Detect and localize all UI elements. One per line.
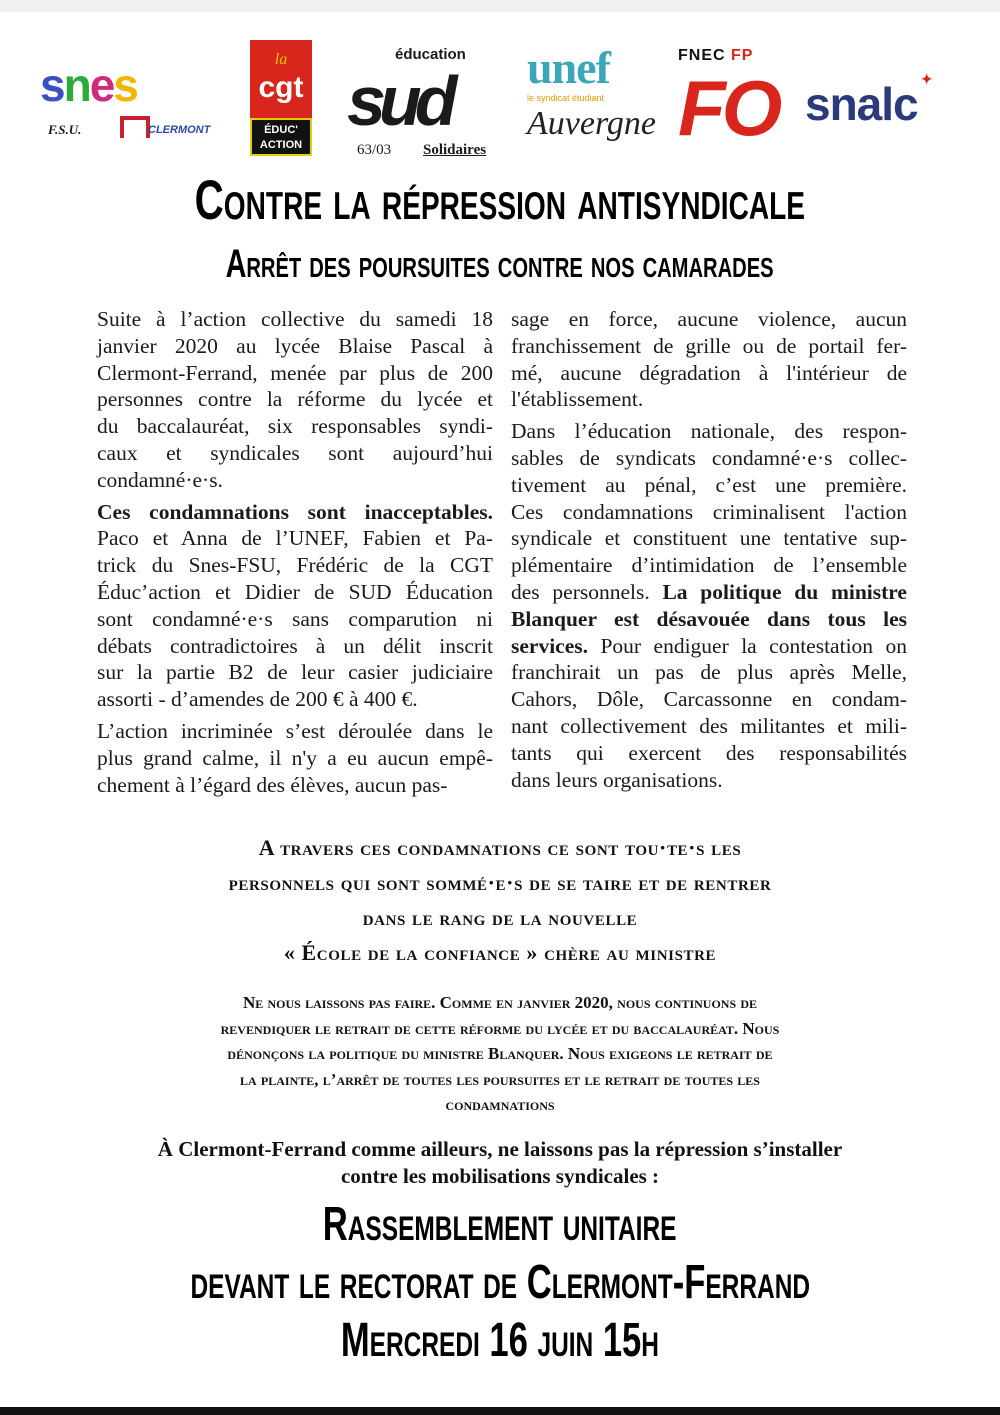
text-line [511,579,907,606]
text: Pour endiguer la contestation on [588,633,907,658]
text: Clermont-Ferrand, menée par plus de 200 [97,360,493,385]
text-line [97,745,493,772]
text-line [97,467,493,494]
demands-line: revendiquer le retrait de cette réforme du lycée et du baccalauréat. Nous [220,1018,780,1038]
text: Paco et Anna de l’UNEF, Fabien et Pa- [97,526,493,551]
demands-line: Ne nous laissons pas faire. Comme en janvier 2020, nous continuons de [242,993,758,1012]
fsu-mark [120,116,150,138]
text: franchirait un pas de plus après Melle, [511,660,907,685]
statement-line: personnels qui sont sommé·e·s de se taire et de rentrer [228,870,772,895]
text: débats contradictoires à un délit inscrit [97,633,493,658]
text: sur la partie B2 de leur casier judiciaire [97,660,493,685]
snes-fsu-logo: snes F.S.U. CLERMONT [40,59,211,137]
statement-block [0,830,1000,970]
text: mé, aucune dégradation à l'intérieur de [511,360,907,385]
unef-auvergne-logo: unef le syndicat étudiant Auvergne [527,42,657,142]
event-datetime: Mercredi 16 juin 15h [340,1313,660,1367]
text: plémentaire d’intimidation de l’ensemble [511,553,907,578]
text-line [97,440,493,467]
demands-line: la plainte, l’arrêt de toutes les poursuites et le retrait de toutes les [240,1069,760,1089]
text: Éduc’action et Didier de SUD Éducation [97,579,493,604]
text-line [97,772,493,799]
text-line [97,659,493,686]
text: du baccalauréat, six responsables syndi- [97,414,493,439]
demands-paragraph [0,990,1000,1118]
text-line [97,633,493,660]
call-line: À Clermont-Ferrand comme ailleurs, ne laissons pas la répression s’installer [157,1136,843,1161]
text: tivement au pénal, c’est une première. [511,472,907,497]
text-line [511,606,907,633]
text-line [97,386,493,413]
text-line [97,306,493,333]
paragraph [97,306,493,494]
body-column-right [511,306,907,798]
text-line [511,418,907,445]
text-line [511,386,907,413]
event-title: Rassemblement unitaire [323,1197,677,1251]
text: dans leurs organisations. [511,767,723,792]
text: sage en force, aucune violence, aucun [511,307,907,331]
bottom-strip [0,1407,1000,1415]
text-line [97,499,493,526]
statement-line: A travers ces condamnations ce sont tou·te·s les [258,835,742,860]
star-icon: ✦ [920,71,932,87]
text: trick du Snes-FSU, Frédéric de la CGT [97,553,493,578]
text: janvier 2020 au lycée Blaise Pascal à [97,333,493,358]
text: des personnels. [511,579,663,604]
text: franchissement de grille ou de portail fer- [511,333,907,358]
text-line [511,552,907,579]
text-line [511,333,907,360]
text-line [511,767,907,794]
text-line [97,579,493,606]
text-line [511,499,907,526]
text: personnes contre la réforme du lycée et [97,387,493,412]
text: Suite à l’action collective du samedi 18 [97,307,493,331]
text-line [97,525,493,552]
text: sont condamné·e·s sans comparution ni [97,606,493,631]
text-line [97,606,493,633]
text-line [97,552,493,579]
text-line [97,360,493,387]
paragraph [511,418,907,793]
statement-line: dans le rang de la nouvelle [362,905,638,930]
text: nant collectivement des militantes et mili- [511,713,907,738]
call-line: contre les mobilisations syndicales : [340,1163,660,1188]
text-line [97,686,493,713]
snalc-logo: snalc ✦ [805,71,932,130]
text: assorti - d’amendes de 200 € à 400 €. [97,687,418,712]
event-location: devant le rectorat de Clermont-Ferrand [190,1255,810,1309]
paragraph [97,718,493,798]
cgt-educaction-logo: la cgt ÉDUC' ACTION [250,40,312,158]
demands-line: condamnations [445,1095,555,1114]
text: condamné·e·s. [97,467,223,492]
bold-text: La politique du ministre [662,579,907,604]
text: Ces condamnations criminalisent l'action [511,499,907,524]
text-line [511,472,907,499]
text: syndicale et constituent une tentative sup- [511,526,907,551]
text: chement à l’égard des élèves, aucun pas- [97,772,448,797]
top-strip [0,0,1000,12]
text-line [511,659,907,686]
text-line [511,360,907,387]
text-line [511,445,907,472]
text-line [97,718,493,745]
text: sables de syndicats condamné·e·s collec- [511,445,907,470]
text: l'établissement. [511,387,644,412]
text: tants qui exercent des responsabilités [511,740,907,765]
text-line [511,633,907,660]
text-line [511,525,907,552]
text-line [97,333,493,360]
text-line [97,413,493,440]
text-line [511,713,907,740]
fnec-fp-fo-logo: FNEC FP FO [678,47,779,152]
text-line [511,306,907,333]
text: L’action incriminée s’est déroulée dans le [97,718,493,743]
call-to-action [0,1136,1000,1190]
page-subtitle: Arrêt des poursuites contre nos camarades [225,242,775,286]
bold-text: Blanquer est désavouée dans tous les [511,606,907,631]
text: Cahors, Dôle, Carcassonne en condam- [511,687,907,712]
lower-section [0,818,1000,1370]
text: Dans l’éducation nationale, des respon- [511,419,907,444]
text-line [511,740,907,767]
body-column-left [97,306,493,803]
text-line [511,686,907,713]
text: plus grand calme, il n'y a eu aucun empê- [97,745,493,770]
demands-line: dénonçons la politique du ministre Blanquer. Nous exigeons le retrait de [227,1044,773,1063]
paragraph [97,499,493,713]
paragraph [511,306,907,413]
bold-text: Ces condamnations sont inacceptables. [97,499,493,524]
text: caux et syndicales sont aujourd’hui [97,440,493,465]
bold-text: services. [511,633,589,658]
union-logos [0,38,1000,163]
statement-line: « École de la confiance » chère au ministre [283,940,717,965]
page-title: Contre la répression antisyndicale [194,168,806,231]
sud-education-logo: éducation sud 63/03 Solidaires [347,46,487,158]
